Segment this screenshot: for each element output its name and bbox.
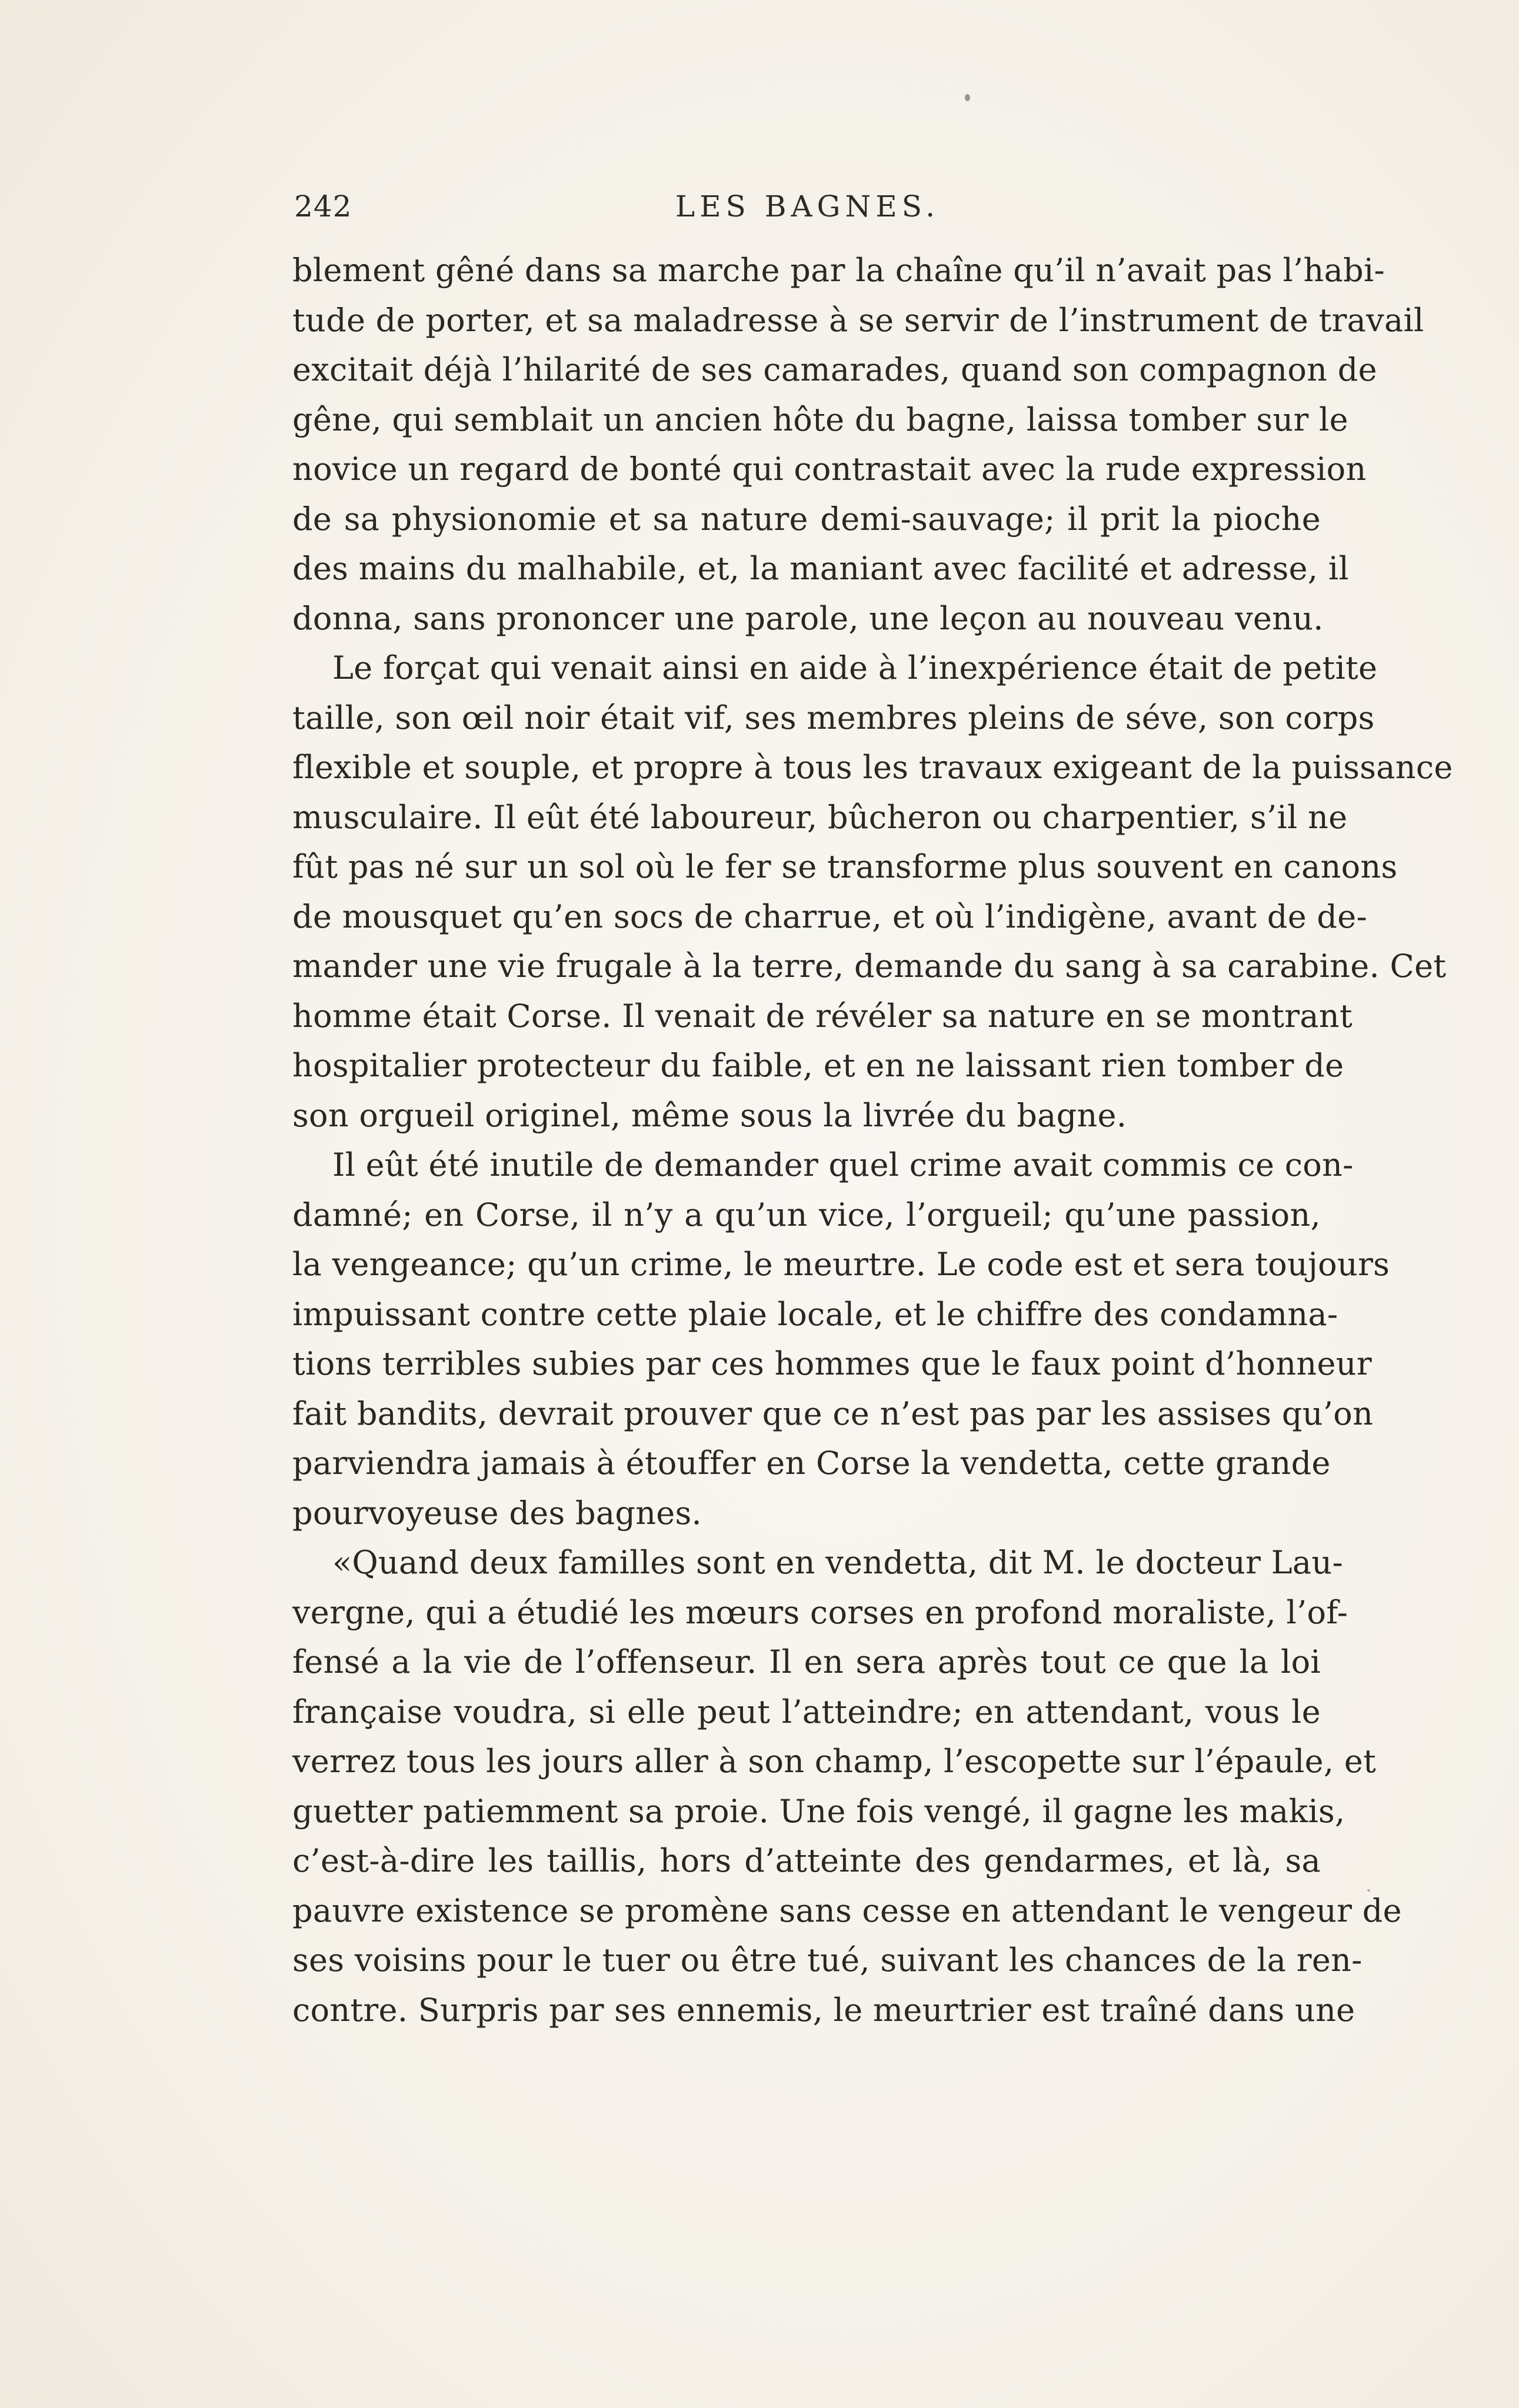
running-head: LES BAGNES. [675,189,940,224]
text-line: donna, sans prononcer une parole, une leçon au nouveau venu. [292,599,1324,637]
text-line: flexible et souple, et propre à tous les travaux exigeant de la puissance [292,749,1453,786]
page-header [294,187,1321,232]
text-line: fait bandits, devrait prouver que ce n’est pas par les assises qu’on [292,1395,1374,1432]
ink-speck [965,94,970,101]
text-line: mander une vie frugale à la terre, demande du sang à sa carabine. Cet [292,948,1447,985]
text-line: tude de porter, et sa maladresse à se servir de l’instrument de travail [292,301,1424,339]
text-line: fensé a la vie de l’offenseur. Il en sera après tout ce que la loi [292,1643,1321,1680]
text-line: vergne, qui a étudié les mœurs corses en profond moraliste, l’of- [292,1593,1348,1631]
ink-speck [1367,1889,1370,1892]
text-line: française voudra, si elle peut l’atteindre; en attendant, vous le [292,1693,1321,1730]
text-line: novice un regard de bonté qui contrastait avec la rude expression [292,451,1367,488]
text-line: taille, son œil noir était vif, ses membres pleins de séve, son corps [292,699,1375,736]
text-line: hospitalier protecteur du faible, et en ne laissant rien tomber de [292,1047,1344,1084]
text-line: son orgueil originel, même sous la livrée du bagne. [292,1096,1127,1134]
text-line: pourvoyeuse des bagnes. [292,1494,702,1532]
text-line: des mains du malhabile, et, la maniant avec facilité et adresse, il [292,550,1350,587]
text-line: ses voisins pour le tuer ou être tué, suivant les chances de la ren- [292,1942,1363,1979]
text-line: guetter patiemment sa proie. Une fois vengé, il gagne les makis, [292,1792,1345,1830]
text-line: verrez tous les jours aller à son champ, l’escopette sur l’épaule, et [292,1743,1377,1780]
text-line: contre. Surpris par ses ennemis, le meurtrier est traîné dans une [292,1991,1355,2029]
text-line: tions terribles subies par ces hommes que le faux point d’honneur [292,1345,1372,1382]
text-line: pauvre existence se promène sans cesse en attendant le vengeur de [292,1892,1402,1929]
paragraph-first-line: Il eût été inutile de demander quel crime avait commis ce con- [332,1146,1354,1183]
text-line: de sa physionomie et sa nature demi-sauvage; il prit la pioche [292,500,1321,538]
text-line: de mousquet qu’en socs de charrue, et où l’indigène, avant de de- [292,898,1368,935]
paragraph-first-line: «Quand deux familles sont en vendetta, dit M. le docteur Lau- [332,1544,1344,1581]
body-text [292,246,1453,2035]
text-line: excitait déjà l’hilarité de ses camarades, quand son compagnon de [292,351,1377,388]
text-line: homme était Corse. Il venait de révéler sa nature en se montrant [292,997,1353,1035]
text-line: musculaire. Il eût été laboureur, bûcheron ou charpentier, s’il ne [292,798,1348,836]
text-line: c’est-à-dire les taillis, hors d’atteinte des gendarmes, et là, sa [292,1842,1321,1879]
text-line: parviendra jamais à étouffer en Corse la vendetta, cette grande [292,1445,1331,1482]
page-number: 242 [294,189,352,224]
text-line: fût pas né sur un sol où le fer se transforme plus souvent en canons [292,848,1398,885]
paragraph-first-line: Le forçat qui venait ainsi en aide à l’inexpérience était de petite [332,649,1378,686]
text-line: gêne, qui semblait un ancien hôte du bagne, laissa tomber sur le [292,401,1348,438]
text-line: blement gêné dans sa marche par la chaîne qu’il n’avait pas l’habi- [292,252,1385,289]
text-line: damné; en Corse, il n’y a qu’un vice, l’orgueil; qu’une passion, [292,1196,1321,1233]
text-line: impuissant contre cette plaie locale, et le chiffre des condamna- [292,1295,1338,1333]
text-line: la vengeance; qu’un crime, le meurtre. Le code est et sera toujours [292,1246,1390,1283]
